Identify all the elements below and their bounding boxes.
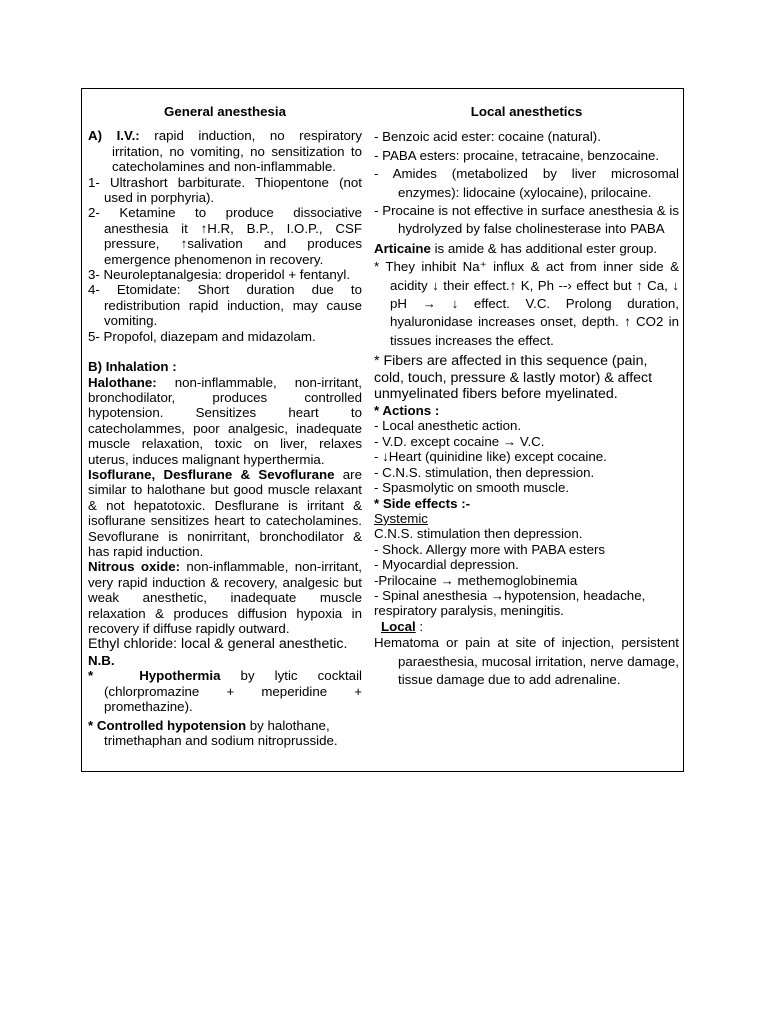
action-4: - C.N.S. stimulation, then depression. (374, 464, 595, 480)
mechanism-paragraph: * They inhibit Na⁺ influx & act from inner side & acidity ↓ their effect.↑ K, Ph --› effect but ↑ Ca, ↓ pH → ↓ effect. V.C. Prolong duration, hyaluronidase increases onset, depth. ↑ CO2 in tissues increases the effect. (374, 259, 679, 348)
halothane-label: Halothane: (88, 374, 157, 390)
nitrous-oxide-label: Nitrous oxide: (88, 559, 181, 575)
isoflurane-paragraph (88, 467, 362, 559)
controlled-hypotension-text: by halothane, trimethaphan and sodium nitroprusside. (104, 717, 338, 749)
nitrous-oxide-text: non-inflammable, non-irritant, very rapid induction & recovery, analgesic but weak anesthetic, inadequate muscle relaxation & produces diffusion hypoxia in recovery if diffuse rapidly outward. (88, 559, 362, 636)
iv-item-1: 1- Ultrashort barbiturate. Thiopentone (not used in porphyria). (88, 174, 362, 206)
paba-esters-line: - PABA esters: procaine, tetracaine, benzocaine. (374, 147, 660, 163)
general-anesthesia-column (88, 89, 362, 748)
controlled-hypotension-paragraph (88, 718, 362, 749)
iv-item-5: 5- Propofol, diazepam and midazolam. (88, 328, 316, 344)
controlled-hypotension-label: * Controlled hypotension (88, 717, 247, 733)
systemic-2: - Shock. Allergy more with PABA esters (374, 541, 606, 557)
ethyl-chloride-line: Ethyl chloride: local & general anesthetic. (88, 636, 348, 653)
local-paragraph: Hematoma or pain at site of injection, persistent paraesthesia, mucosal irritation, nerve damage, tissue damage due to add adrenaline. (374, 635, 679, 687)
hypothermia-star: * (88, 668, 94, 684)
hypothermia-paragraph (88, 668, 362, 714)
local-label: Local (381, 618, 416, 634)
action-3: - ↓Heart (quinidine like) except cocaine. (374, 449, 607, 465)
iv-label: A) I.V.: (88, 128, 140, 144)
nb-label: N.B. (88, 653, 115, 668)
amides-line: - Amides (metabolized by liver microsomal enzymes): lidocaine (xylocaine), prilocaine. (374, 166, 679, 200)
action-1: - Local anesthetic action. (374, 418, 522, 434)
local-heading (374, 619, 679, 634)
articaine-line (374, 240, 679, 258)
systemic-5: - Spinal anesthesia →hypotension, headache, respiratory paralysis, meningitis. (374, 587, 646, 619)
action-5: - Spasmolytic on smooth muscle. (374, 480, 570, 496)
inhalation-label: B) Inhalation : (88, 359, 177, 375)
fibers-paragraph: * Fibers are affected in this sequence (pain, cold, touch, pressure & lastly motor) & affect unmyelinated fibers before myelinated. (374, 353, 653, 403)
hypothermia-text: by lytic cocktail (chlorpromazine + meperidine + promethazine). (104, 668, 362, 715)
side-effects-label: * Side effects :- (374, 495, 471, 511)
actions-label: * Actions : (374, 403, 440, 419)
iv-text: rapid induction, no respiratory irritation, no vomiting, no sensitization to catecholamines and non-inflammable. (112, 128, 362, 175)
local-anesthetics-title: Local anesthetics (470, 104, 583, 119)
isoflurane-text: are similar to halothane but good muscle relaxant & not hepatotoxic. Desflurane is irritant & isoflurane sensitizes heart to catecholamines. Sevoflurane is nonirritant, bronchodilator & has rapid induction. (88, 466, 362, 559)
action-2: - V.D. except cocaine → V.C. (374, 433, 545, 449)
local-colon: : (415, 618, 424, 634)
general-anesthesia-title: General anesthesia (164, 104, 286, 119)
halothane-paragraph (88, 375, 362, 467)
iv-paragraph (88, 128, 362, 174)
halothane-text: non-inflammable, non-irritant, bronchodilator, produces controlled hypotension. Sensitizes heart to catecholammes, poor analgesic, inadequate muscle relaxation, toxic on liver, relaxes uterus, induces malignant hyperthermia. (88, 374, 362, 467)
systemic-4: -Prilocaine → methemoglobinemia (374, 572, 578, 588)
systemic-3: - Myocardial depression. (374, 557, 519, 573)
procaine-line: - Procaine is not effective in surface anesthesia & is hydrolyzed by false cholinesterase into PABA (374, 203, 679, 237)
isoflurane-label: Isoflurane, Desflurane & Sevoflurane (88, 466, 335, 482)
iv-item-4: 4- Etomidate: Short duration due to redistribution rapid induction, may cause vomiting. (88, 282, 362, 329)
articaine-text: is amide & has additional ester group. (430, 240, 658, 256)
iv-item-2: 2- Ketamine to produce dissociative anesthesia it ↑H.R, B.P., I.O.P., CSF pressure, ↑salivation and produces emergence phenomenon in recovery. (88, 205, 362, 267)
benzoic-ester-line: - Benzoic acid ester: cocaine (natural). (374, 129, 601, 145)
comparison-table (81, 88, 684, 772)
articaine-label: Articaine (374, 240, 431, 256)
systemic-1: C.N.S. stimulation then depression. (374, 526, 583, 542)
nitrous-oxide-paragraph (88, 559, 362, 636)
hypothermia-label: Hypothermia (139, 668, 221, 684)
systemic-label: Systemic (374, 510, 428, 526)
local-anesthetics-column (374, 89, 679, 689)
iv-item-3: 3- Neuroleptanalgesia: droperidol + fentanyl. (88, 267, 351, 283)
